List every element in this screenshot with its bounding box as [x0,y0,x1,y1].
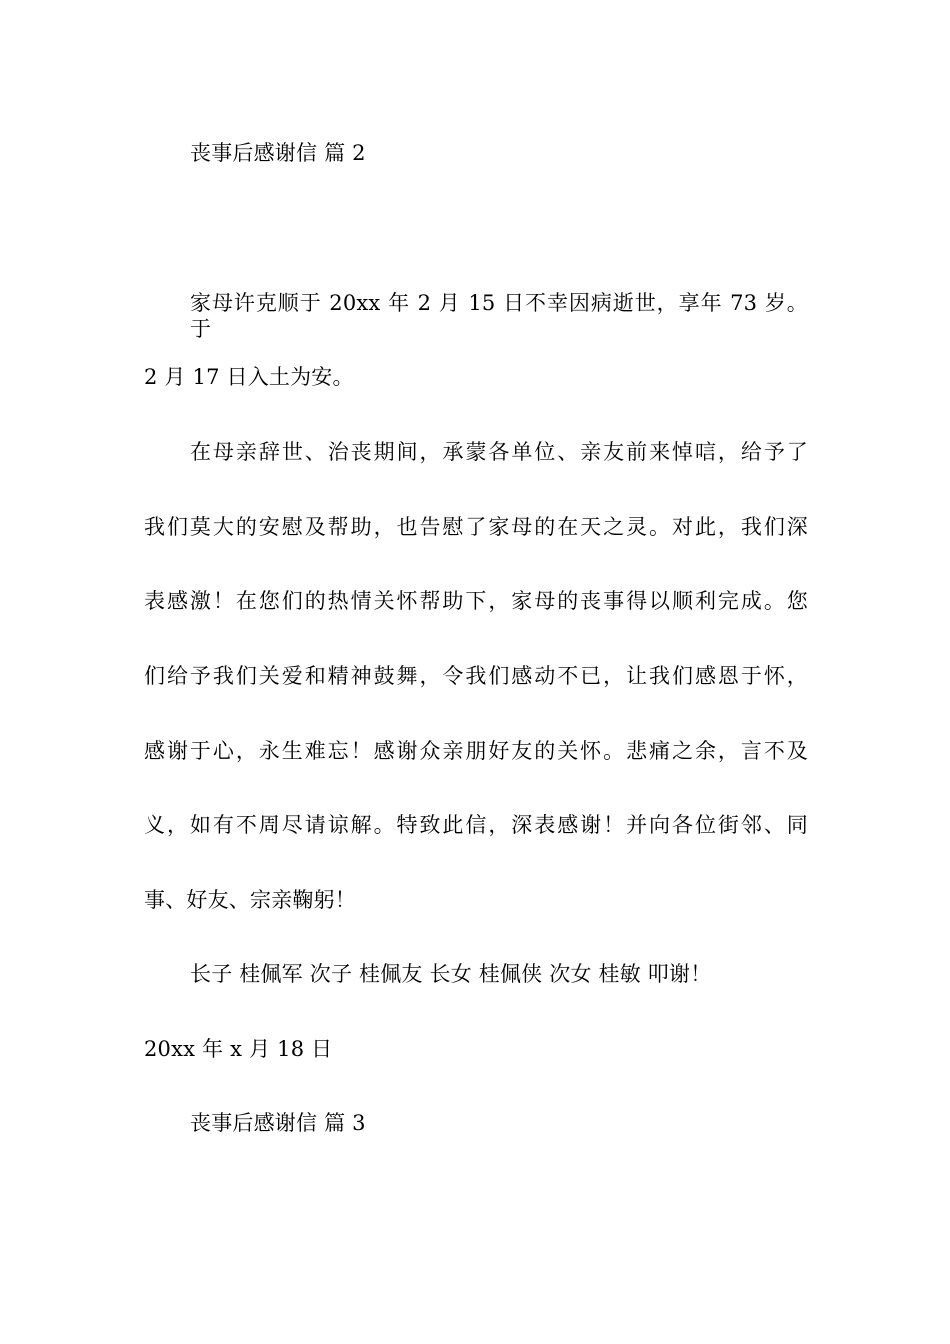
paragraph-1-line-2: 2 月 17 日入土为安。 [144,365,354,389]
section-heading-2: 丧事后感谢信 篇 2 [190,141,366,165]
paragraph-2-line-5: 感谢于心，永生难忘！感谢众亲朋好友的关怀。悲痛之余，言不及 [144,739,808,763]
paragraph-2-line-3: 表感激！在您们的热情关怀帮助下，家母的丧事得以顺利完成。您 [144,589,808,613]
paragraph-1-line-1: 家母许克顺于 20xx 年 2 月 15 日不幸因病逝世，享年 73 岁。于 [190,291,808,341]
paragraph-2-line-6: 义，如有不周尽请谅解。特致此信，深表感谢！并向各位街邻、同 [144,813,808,837]
section-heading-3: 丧事后感谢信 篇 3 [190,1111,366,1135]
paragraph-2-line-2: 我们莫大的安慰及帮助，也告慰了家母的在天之灵。对此，我们深 [144,515,808,539]
paragraph-2-line-1: 在母亲辞世、治丧期间，承蒙各单位、亲友前来悼唁，给予了 [190,440,808,464]
paragraph-2-line-4: 们给予我们关爱和精神鼓舞，令我们感动不已，让我们感恩于怀， [144,664,808,688]
date-line: 20xx 年 x 月 18 日 [144,1037,333,1061]
paragraph-2-line-7: 事、好友、宗亲鞠躬！ [144,888,356,912]
signature-line: 长子 桂佩军 次子 桂佩友 长女 桂佩侠 次女 桂敏 叩谢！ [190,962,712,986]
